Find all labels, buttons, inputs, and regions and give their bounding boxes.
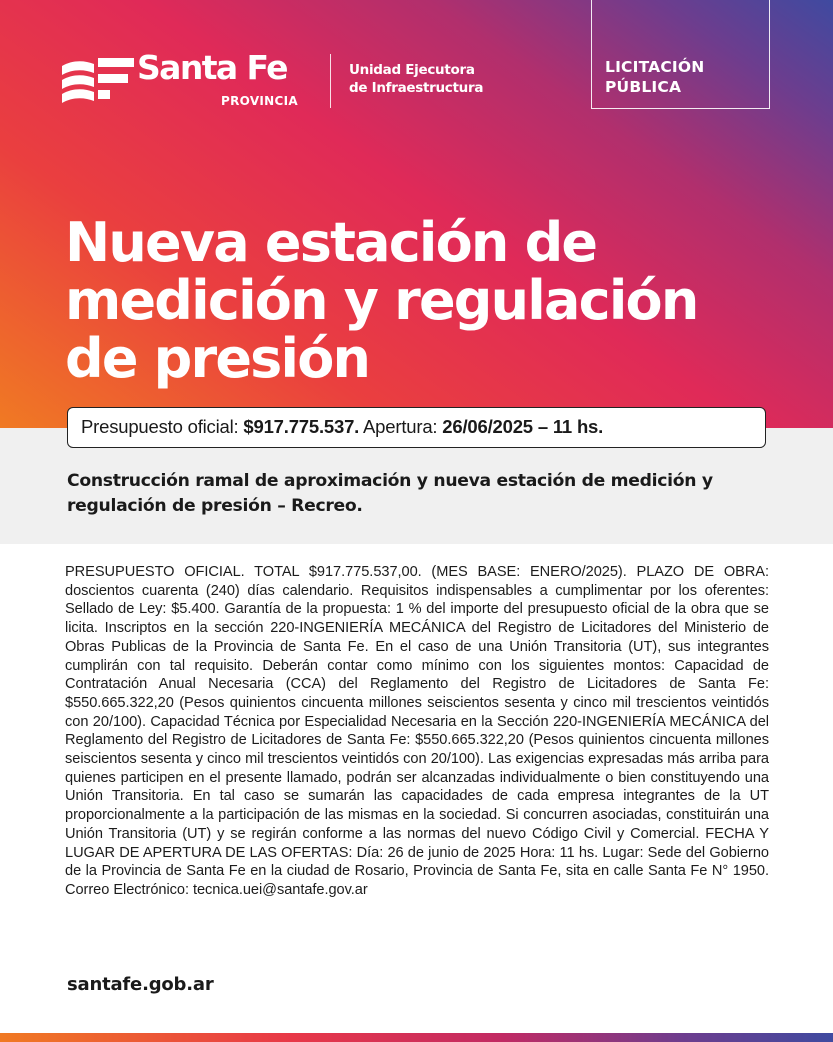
title-line1: Nueva estación de xyxy=(65,211,597,274)
opening-label: Apertura: xyxy=(363,416,438,437)
brand-subtitle: PROVINCIA xyxy=(221,94,298,108)
santa-fe-logo-icon xyxy=(58,52,136,110)
unit-name-line1: Unidad Ejecutora xyxy=(349,62,475,78)
budget-box xyxy=(67,407,766,448)
budget-label: Presupuesto oficial: xyxy=(81,416,239,437)
title-line3: de presión xyxy=(65,327,370,390)
tender-details-text: PRESUPUESTO OFICIAL. TOTAL $917.775.537,00. (MES BASE: ENERO/2025). PLAZO DE OBRA: doscientos cuarenta (240) días calendario. Requisitos indispensables a cumplimentar por los oferentes: Sellado de Ley: $5.400. Garantía de la propuesta: 1 % del importe del presupuesto oficial de la obra que se licita. Inscriptos en la sección 220-INGENIERÍA MECÁNICA del Registro de Licitadores del Ministerio de Obras Publicas de la Provincia de Santa Fe. En el caso de una Unión Transitoria (UT), sus integrantes cumplirán con tal requisito. Deberán contar como mínimo con los siguientes montos: Capacidad de Contratación Anual Necesaria (CCA) del Reglamento del Registro de Licitadores de Santa Fe: $550.665.322,20 (Pesos quinientos cincuenta millones seiscientos sesenta y cinco mil trescientos veintidós con 20/100). Capacidad Técnica por Especialidad Necesaria en la Sección 220-INGENIERÍA MECÁNICA del Reglamento del Registro de Licitadores de Santa Fe: $550.665.322,20 (Pesos quinientos cincuenta millones seiscientos sesenta y cinco mil trescientos veintidós con 20/100). Las exigencias expresadas más arriba para quienes participen en el presente llamado, podrán ser alcanzadas individualmente o bien constituyendo una Unión Transitoria. En tal caso se sumarán las capacidades de cada empresa integrantes de la UT proporcionalmente a la participación de las mismas en la sociedad. Si concurren asociadas, constituirán una Unión Transitoria (UT) y se regirán conforme a las normas del nuevo Código Civil y Comercial. FECHA Y LUGAR DE APERTURA DE LAS OFERTAS: Día: 26 de junio de 2025 Hora: 11 hs. Lugar: Sede del Gobierno de la Provincia de Santa Fe en la ciudad de Rosario, Provincia de Santa Fe, sita en calle Santa Fe N° 1950. Correo Electrónico: tecnica.uei@santafe.gov.ar xyxy=(65,564,769,898)
project-subtitle: Construcción ramal de aproximación y nueva estación de medición y regulación de presión – Recreo. xyxy=(67,471,713,516)
badge-line1: LICITACIÓN xyxy=(605,58,705,76)
brand-name: Santa Fe xyxy=(137,48,287,87)
unit-name xyxy=(349,61,519,97)
badge-line2: PÚBLICA xyxy=(605,78,682,96)
budget-amount: $917.775.537. xyxy=(243,416,360,437)
page-title xyxy=(65,211,805,390)
footer-gradient-bar xyxy=(0,1033,833,1042)
unit-name-line2: de Infraestructura xyxy=(349,80,484,96)
opening-value: 26/06/2025 – 11 hs. xyxy=(442,416,604,437)
header-divider xyxy=(330,54,331,108)
tender-type-badge xyxy=(591,0,770,109)
title-line2: medición y regulación xyxy=(65,269,698,332)
website-link[interactable]: santafe.gob.ar xyxy=(67,974,214,995)
